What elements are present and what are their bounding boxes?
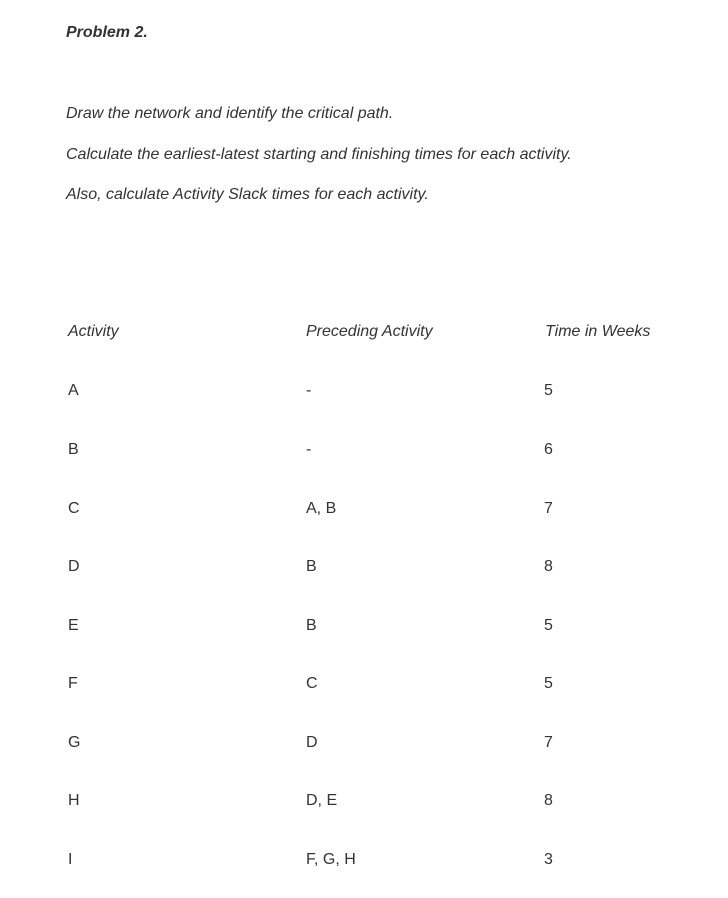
preceding-cell: D xyxy=(306,734,318,751)
time-cell: 7 xyxy=(544,734,553,751)
activity-cell: C xyxy=(68,500,80,517)
time-cell: 6 xyxy=(544,441,553,458)
activity-cell: I xyxy=(68,851,73,868)
preceding-cell: F, G, H xyxy=(306,851,356,868)
preceding-cell: A, B xyxy=(306,500,337,517)
preceding-cell: - xyxy=(306,382,312,399)
instruction-times: Calculate the earliest-latest starting and finishing times for each activity. xyxy=(66,146,572,163)
activity-cell: B xyxy=(68,441,79,458)
preceding-cell: B xyxy=(306,617,317,634)
instruction-network: Draw the network and identify the critical path. xyxy=(66,105,394,122)
activity-cell: H xyxy=(68,792,80,809)
preceding-cell: D, E xyxy=(306,792,338,809)
header-activity: Activity xyxy=(68,323,119,340)
time-cell: 5 xyxy=(544,617,553,634)
activity-cell: G xyxy=(68,734,81,751)
preceding-cell: - xyxy=(306,441,312,458)
header-time-in-weeks: Time in Weeks xyxy=(545,323,651,340)
activity-cell: A xyxy=(68,382,79,399)
header-preceding-activity: Preceding Activity xyxy=(306,323,433,340)
preceding-cell: C xyxy=(306,675,318,692)
time-cell: 8 xyxy=(544,558,553,575)
activity-cell: D xyxy=(68,558,80,575)
time-cell: 5 xyxy=(544,382,553,399)
problem-title: Problem 2. xyxy=(66,24,148,41)
instruction-slack: Also, calculate Activity Slack times for each activity. xyxy=(66,186,429,203)
time-cell: 3 xyxy=(544,851,553,868)
activity-cell: F xyxy=(68,675,78,692)
preceding-cell: B xyxy=(306,558,317,575)
time-cell: 7 xyxy=(544,500,553,517)
time-cell: 8 xyxy=(544,792,553,809)
time-cell: 5 xyxy=(544,675,553,692)
activity-cell: E xyxy=(68,617,79,634)
